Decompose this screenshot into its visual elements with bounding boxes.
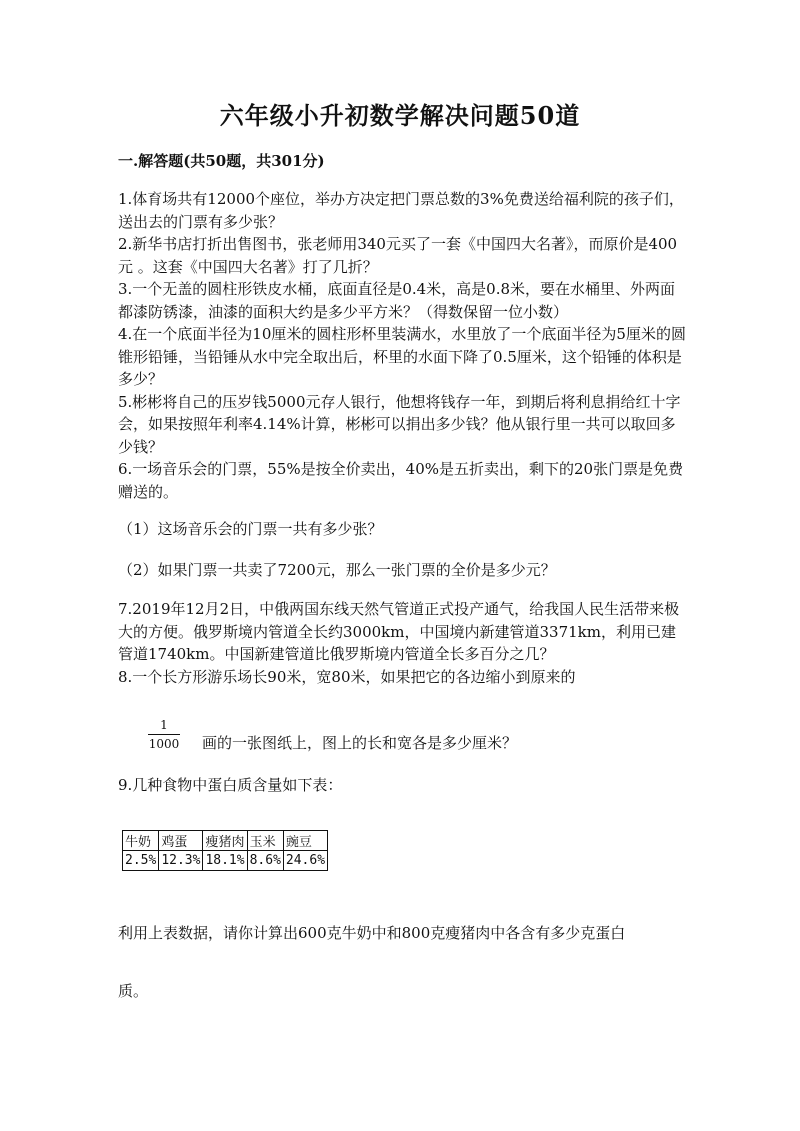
table-cell: 12.3% [159, 851, 203, 871]
table-cell: 2.5% [123, 851, 159, 871]
table-header-cell: 瘦猪肉 [203, 831, 247, 851]
questions-7-8 [118, 598, 686, 688]
questions-1-6 [118, 188, 686, 503]
table-cell: 18.1% [203, 851, 247, 871]
fraction-denominator: 1000 [148, 737, 180, 751]
table-header-cell: 豌豆 [283, 831, 327, 851]
question-6: 6.一场音乐会的门票，55%是按全价卖出，40%是五折卖出，剩下的20张门票是免费赠送的。 [118, 460, 684, 501]
question-7: 7.2019年12月2日，中俄两国东线天然气管道正式投产通气，给我国人民生活带来极大的方便。俄罗斯境内管道全长约3000km，中国境内新建管道3371km，利用已建管道1740km。中国新建管道比俄罗斯境内管道全长多百分之几？ [118, 600, 680, 663]
fraction-numerator: 1 [160, 718, 168, 732]
question-6-sub-2: （2）如果门票一共卖了7200元，那么一张门票的全价是多少元？ [118, 561, 556, 579]
table-header-cell: 牛奶 [123, 831, 159, 851]
question-8-continued: 画的一张图纸上，图上的长和宽各是多少厘米？ [202, 734, 518, 752]
question-5: 5.彬彬将自己的压岁钱5000元存人银行，他想将钱存一年，到期后将利息捐给红十字会，如果按照年利率4.14%计算，彬彬可以捐出多少钱？他从银行里一共可以取回多少钱？ [118, 392, 681, 456]
question-9: 9.几种食物中蛋白质含量如下表： [118, 776, 343, 794]
table-cell: 24.6% [283, 851, 327, 871]
question-4: 4.在一个底面半径为10厘米的圆柱形杯里装满水，水里放了一个底面半径为5厘米的圆锥形铅锤，当铅锤从水中完全取出后，杯里的水面下降了0.5厘米，这个铅锤的体积是多少？ [118, 325, 686, 388]
question-3: 3.一个无盖的圆柱形铁皮水桶，底面直径是0.4米，高是0.8米，要在水桶里、外两面都漆防锈漆，油漆的面积大约是多少平方米？（得数保留一位小数） [118, 280, 676, 321]
question-8: 8.一个长方形游乐场长90米，宽80米，如果把它的各边缩小到原来的 [118, 667, 576, 686]
question-1: 1.体育场共有12000个座位，举办方决定把门票总数的3%免费送给福利院的孩子们，送出去的门票有多少张？ [118, 190, 684, 231]
question-9-follow-up: 利用上表数据，请你计算出600克牛奶中和800克瘦猪肉中各含有多少克蛋白 [118, 924, 626, 942]
table-row [123, 851, 328, 871]
table-header-row [123, 831, 328, 851]
page-title: 六年级小升初数学解决问题50道 [219, 101, 581, 130]
table-cell: 8.6% [247, 851, 283, 871]
table-header-cell: 鸡蛋 [159, 831, 203, 851]
question-6-sub-1: （1）这场音乐会的门票一共有多少张？ [118, 520, 383, 538]
question-2: 2.新华书店打折出售图书，张老师用340元买了一套《中国四大名著》，而原价是400元 。这套《中国四大名著》打了几折？ [118, 235, 678, 276]
fraction-one-thousandth [146, 718, 182, 751]
protein-table [122, 830, 328, 871]
section-heading: 一.解答题(共50题，共301分) [118, 152, 325, 170]
table-header-cell: 玉米 [247, 831, 283, 851]
question-9-follow-up-end: 质。 [118, 982, 149, 1000]
